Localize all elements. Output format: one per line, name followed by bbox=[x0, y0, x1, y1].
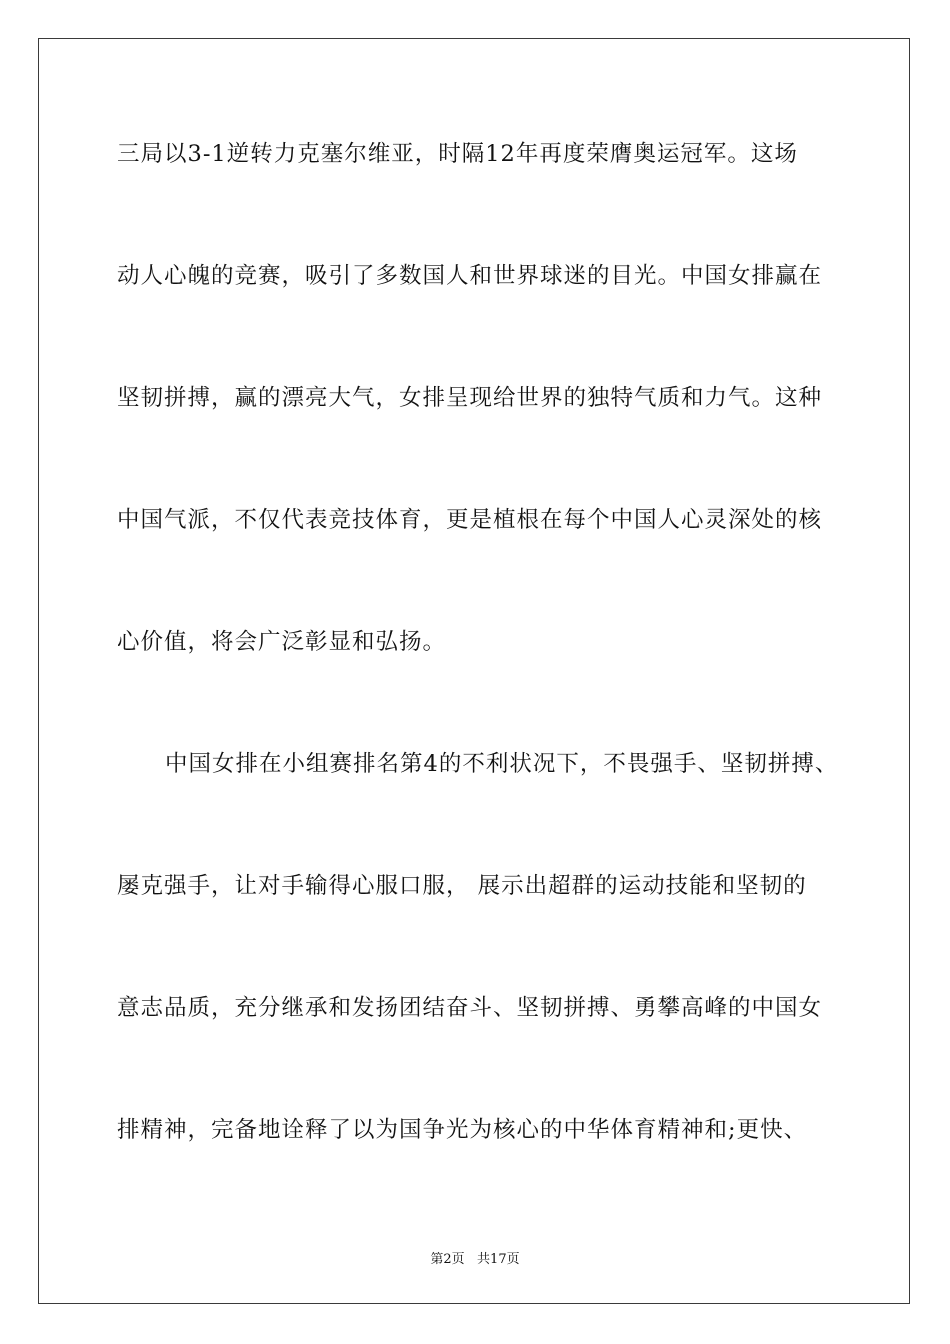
paragraph-start-line: 中国女排在小组赛排名第4的不利状况下，不畏强手、坚韧拼搏、 bbox=[165, 751, 839, 777]
body-text-line: 排精神，完备地诠释了以为国争光为核心的中华体育精神和;更快、 bbox=[117, 1117, 808, 1143]
body-text-line: 屡克强手，让对手输得心服口服， 展示出超群的运动技能和坚韧的 bbox=[117, 873, 807, 899]
body-text-line: 三局以3-1逆转力克塞尔维亚，时隔12年再度荣膺奥运冠军。这场 bbox=[117, 141, 798, 167]
body-text-line: 中国气派，不仅代表竞技体育，更是植根在每个中国人心灵深处的核 bbox=[117, 507, 823, 533]
body-text-line: 心价值，将会广泛彰显和弘扬。 bbox=[117, 629, 447, 655]
page-footer: 第2页 共17页 bbox=[430, 1252, 520, 1267]
body-text-line: 意志品质，充分继承和发扬团结奋斗、坚韧拼搏、勇攀高峰的中国女 bbox=[117, 995, 823, 1021]
body-text-line: 坚韧拼搏，赢的漂亮大气，女排呈现给世界的独特气质和力气。这种 bbox=[117, 385, 823, 411]
body-text-line: 动人心魄的竞赛，吸引了多数国人和世界球迷的目光。中国女排赢在 bbox=[117, 263, 823, 289]
